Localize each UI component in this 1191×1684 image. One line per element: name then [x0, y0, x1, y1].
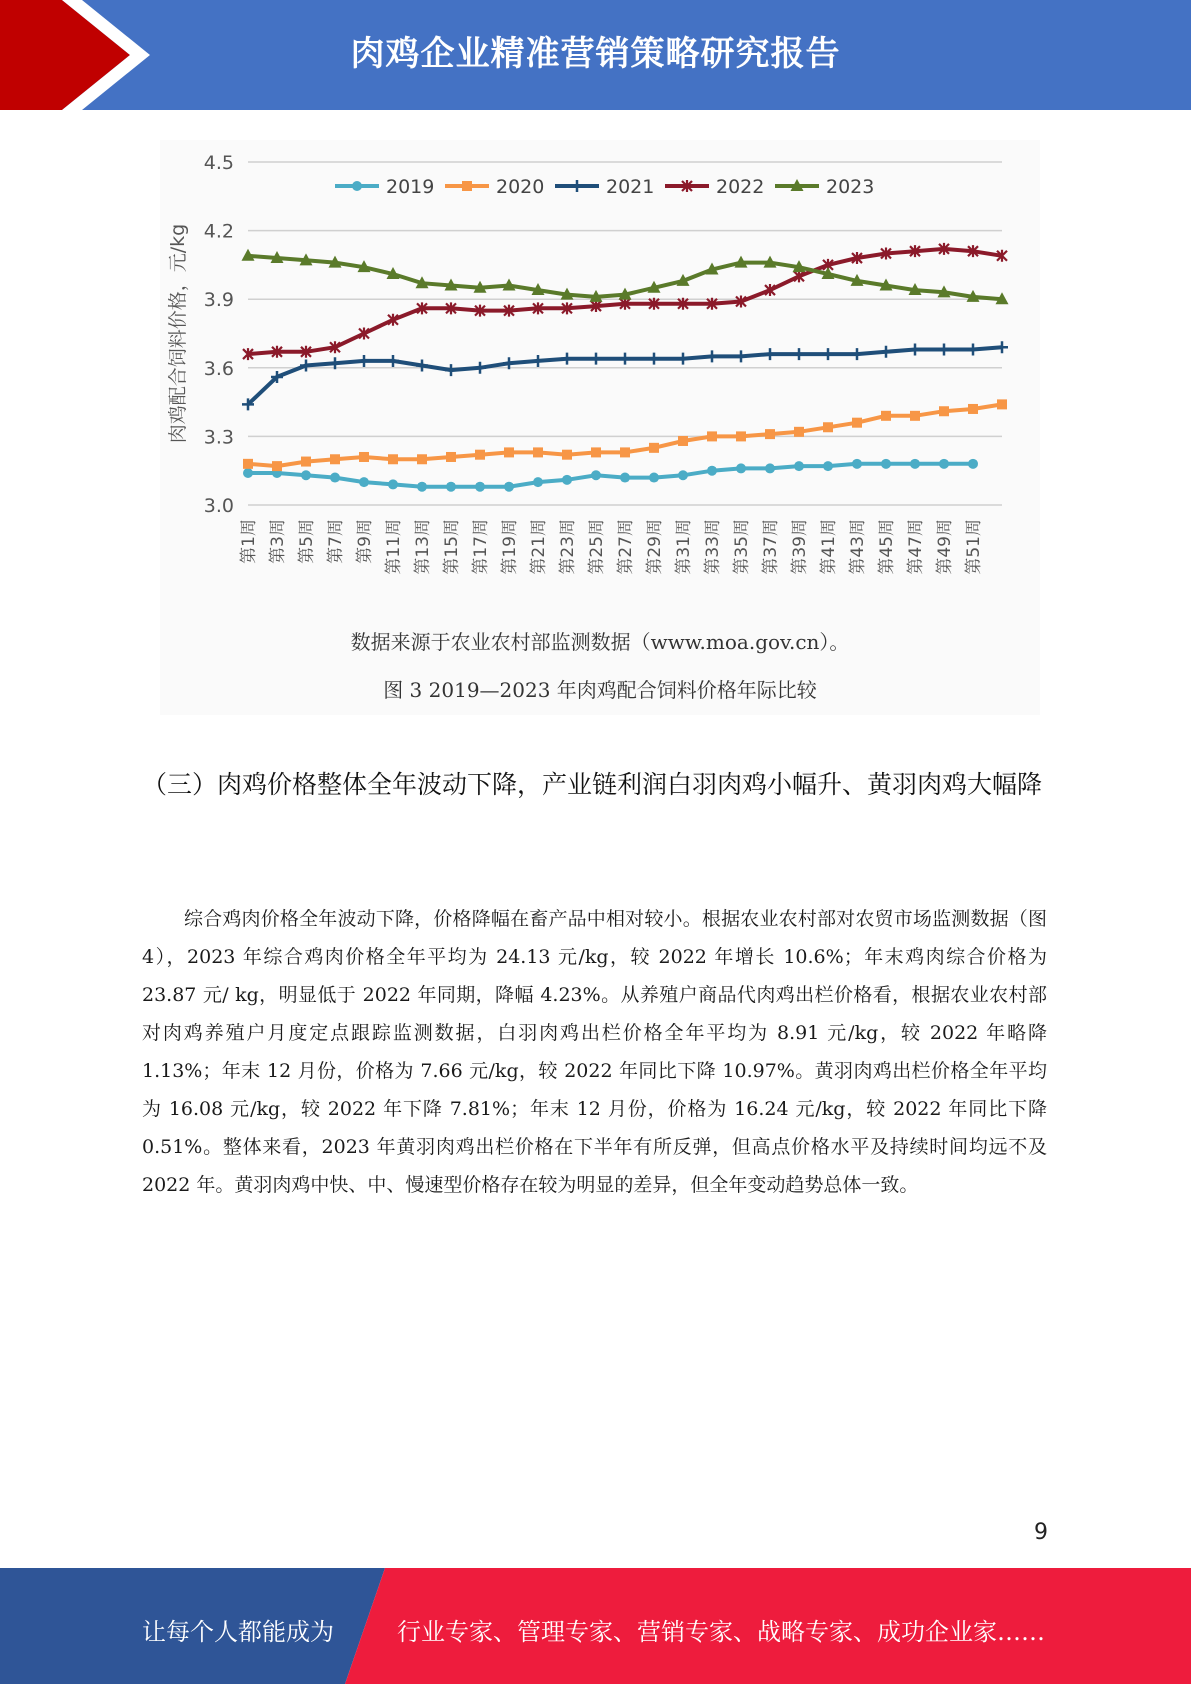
data-point-2020	[446, 452, 456, 462]
data-point-2020	[939, 406, 949, 416]
data-point-2019	[504, 482, 514, 492]
page-number: 9	[1034, 1520, 1048, 1545]
y-tick-label: 3.0	[203, 495, 234, 517]
data-point-2021	[706, 350, 718, 362]
data-point-2021	[735, 350, 747, 362]
x-tick-label: 第15周	[442, 519, 462, 575]
legend-label-2021: 2021	[606, 176, 655, 198]
data-point-2021	[648, 353, 660, 365]
y-axis-label: 肉鸡配合饲料价格，元/kg	[167, 223, 189, 444]
data-point-2021	[677, 353, 689, 365]
data-point-2020	[388, 454, 398, 464]
legend-label-2020: 2020	[496, 176, 545, 198]
data-point-2020	[765, 429, 775, 439]
data-point-2020	[533, 447, 543, 457]
x-tick-label: 第7周	[326, 519, 346, 564]
y-tick-label: 3.3	[203, 426, 234, 449]
legend-label-2023: 2023	[826, 176, 875, 198]
y-tick-label: 4.2	[203, 220, 234, 243]
x-tick-label: 第49周	[935, 519, 955, 575]
data-point-2019	[562, 475, 572, 485]
data-point-2019	[910, 459, 920, 469]
data-point-2021	[561, 353, 573, 365]
data-point-2020	[475, 450, 485, 460]
x-tick-label: 第1周	[239, 519, 259, 564]
data-point-2019	[359, 477, 369, 487]
legend-marker-2021	[571, 180, 583, 192]
x-tick-label: 第37周	[761, 519, 781, 575]
data-point-2021	[474, 362, 486, 374]
data-point-2019	[794, 461, 804, 471]
data-point-2020	[852, 418, 862, 428]
x-tick-label: 第29周	[645, 519, 665, 575]
y-tick-label: 4.5	[203, 152, 234, 174]
y-tick-label: 3.9	[203, 289, 234, 312]
data-point-2020	[504, 447, 514, 457]
data-point-2021	[619, 353, 631, 365]
data-point-2020	[910, 411, 920, 421]
data-point-2019	[446, 482, 456, 492]
data-point-2021	[416, 360, 428, 372]
data-point-2020	[649, 443, 659, 453]
x-tick-label: 第21周	[529, 519, 549, 575]
x-tick-label: 第23周	[558, 519, 578, 575]
x-tick-label: 第51周	[964, 519, 984, 575]
data-point-2020	[794, 427, 804, 437]
data-point-2019	[939, 459, 949, 469]
feed-price-chart	[160, 140, 1040, 610]
data-point-2021	[358, 355, 370, 367]
data-point-2020	[243, 459, 253, 469]
data-point-2021	[996, 341, 1008, 353]
x-tick-label: 第19周	[500, 519, 520, 575]
data-point-2021	[851, 348, 863, 360]
data-point-2020	[823, 422, 833, 432]
x-tick-label: 第43周	[848, 519, 868, 575]
data-point-2021	[532, 355, 544, 367]
data-point-2019	[388, 479, 398, 489]
footer-slogan-left: 让每个人都能成为	[142, 1618, 334, 1646]
data-point-2019	[852, 459, 862, 469]
series-line-2019	[248, 464, 973, 487]
x-tick-label: 第11周	[384, 519, 404, 575]
x-tick-label: 第13周	[413, 519, 433, 575]
data-point-2019	[417, 482, 427, 492]
data-point-2019	[707, 466, 717, 476]
data-point-2019	[823, 461, 833, 471]
x-tick-label: 第47周	[906, 519, 926, 575]
x-tick-label: 第25周	[587, 519, 607, 575]
legend-label-2019: 2019	[386, 176, 435, 198]
data-point-2020	[881, 411, 891, 421]
x-tick-label: 第27周	[616, 519, 636, 575]
data-point-2020	[620, 447, 630, 457]
x-tick-label: 第17周	[471, 519, 491, 575]
page-header	[0, 0, 1191, 110]
figure-caption: 图 3 2019—2023 年肉鸡配合饲料价格年际比较	[383, 678, 817, 702]
data-point-2020	[359, 452, 369, 462]
x-tick-label: 第45周	[877, 519, 897, 575]
data-point-2019	[881, 459, 891, 469]
section-heading: （三）肉鸡价格整体全年波动下降，产业链利润白羽肉鸡小幅升、黄羽肉鸡大幅降	[142, 770, 1043, 799]
data-point-2021	[967, 344, 979, 356]
data-point-2020	[330, 454, 340, 464]
y-tick-label: 3.6	[203, 357, 234, 380]
data-point-2021	[445, 364, 457, 376]
legend-marker-2020	[462, 181, 472, 191]
data-point-2019	[620, 473, 630, 483]
x-tick-label: 第35周	[732, 519, 752, 575]
data-point-2020	[591, 447, 601, 457]
x-tick-label: 第41周	[819, 519, 839, 575]
legend-marker-2019	[352, 181, 362, 191]
x-tick-label: 第9周	[355, 519, 375, 564]
data-point-2019	[243, 468, 253, 478]
data-point-2020	[417, 454, 427, 464]
data-point-2019	[678, 470, 688, 480]
data-point-2021	[300, 360, 312, 372]
figure	[160, 140, 1040, 715]
body-paragraph: 综合鸡肉价格全年波动下降，价格降幅在畜产品中相对较小。根据农业农村部对农贸市场监测数据（图 4），2023 年综合鸡肉价格全年平均为 24.13 元/kg，较 2022 年增长 10.6%；年末鸡肉综合价格为 23.87 元/ kg，明显低于 2022 年同期，降幅 4.23%。从养殖户商品代肉鸡出栏价格看，根据农业农村部对肉鸡养殖户月度定点跟踪监测数据，白羽肉鸡出栏价格全年平均为 8.91 元/kg，较 2022 年略降 1.13%；年末 12 月份，价格为 7.66 元/kg，较 2022 年同比下降 10.97%。黄羽肉鸡出栏价格全年平均为 16.08 元/kg，较 2022 年下降 7.81%；年末 12 月份，价格为 16.24 元/kg，较 2022 年同比下降 0.51%。整体来看，2023 年黄羽肉鸡出栏价格在下半年有所反弹，但高点价格水平及持续时间均远不及 2022 年。黄羽肉鸡中快、中、慢速型价格存在较为明显的差异，但全年变动趋势总体一致。	[142, 908, 1047, 1196]
data-point-2020	[968, 404, 978, 414]
footer-slogan-right: 行业专家、管理专家、营销专家、战略专家、成功企业家……	[397, 1618, 1045, 1646]
data-point-2021	[909, 344, 921, 356]
data-point-2019	[649, 473, 659, 483]
report-title: 肉鸡企业精准营销策略研究报告	[350, 34, 841, 74]
legend-label-2022: 2022	[716, 176, 765, 198]
data-point-2019	[765, 463, 775, 473]
data-point-2020	[272, 461, 282, 471]
data-point-2021	[938, 344, 950, 356]
data-point-2021	[764, 348, 776, 360]
data-point-2020	[562, 450, 572, 460]
data-point-2020	[736, 431, 746, 441]
figure-source: 数据来源于农业农村部监测数据（www.moa.gov.cn）。	[350, 630, 850, 654]
data-point-2019	[475, 482, 485, 492]
data-point-2019	[330, 473, 340, 483]
page-footer	[0, 1568, 1191, 1684]
data-point-2020	[707, 431, 717, 441]
data-point-2021	[590, 353, 602, 365]
x-tick-label: 第39周	[790, 519, 810, 575]
x-tick-label: 第33周	[703, 519, 723, 575]
data-point-2021	[822, 348, 834, 360]
data-point-2021	[793, 348, 805, 360]
data-point-2019	[301, 470, 311, 480]
data-point-2020	[997, 399, 1007, 409]
data-point-2020	[301, 457, 311, 467]
x-tick-label: 第31周	[674, 519, 694, 575]
x-tick-label: 第5周	[297, 519, 317, 564]
data-point-2021	[387, 355, 399, 367]
data-point-2019	[591, 470, 601, 480]
x-tick-label: 第3周	[268, 519, 288, 564]
data-point-2020	[678, 436, 688, 446]
data-point-2019	[533, 477, 543, 487]
data-point-2019	[736, 463, 746, 473]
data-point-2019	[968, 459, 978, 469]
data-point-2021	[880, 346, 892, 358]
